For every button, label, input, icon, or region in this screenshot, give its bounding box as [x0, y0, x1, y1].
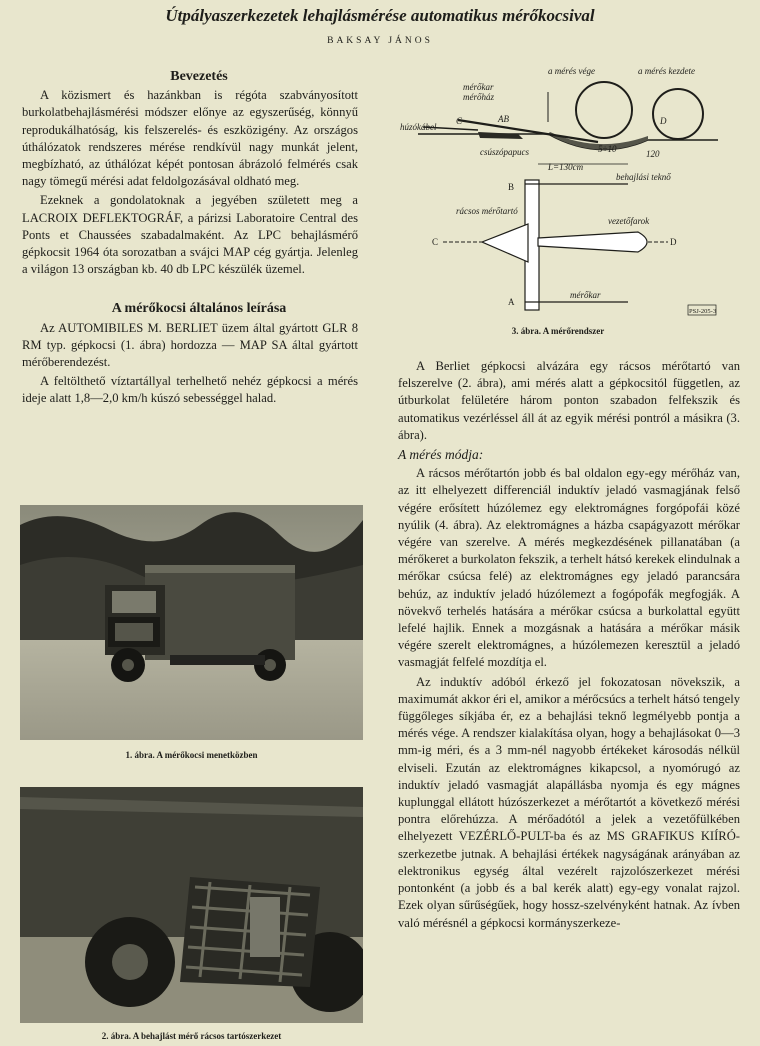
- figure-1-caption: 1. ábra. A mérőkocsi menetközben: [125, 750, 258, 760]
- right-column: [398, 358, 740, 934]
- rear-wheel-end: [576, 82, 632, 138]
- label-b: B: [508, 182, 515, 192]
- label-merokar-plan: mérőkar: [570, 290, 601, 300]
- figure-3-caption: 3. ábra. A mérőrendszer: [511, 326, 605, 336]
- paragraph: A Berliet gépkocsi alvázára egy rácsos mérőtartó van felszerelve (2. ábra), ami mérés alatt a gépkocsitól független, az útburkolat felületére három ponton szabadon felfekszik és automatikus vezérléssel áll át az egyik mérési pontról a másikra (3. ábra).: [398, 359, 740, 442]
- label-vezetofarok: vezetőfarok: [608, 216, 650, 226]
- figure-1-photo: [20, 505, 363, 740]
- paragraph: A feltölthető víztartállyal terhelhető nehéz gépkocsi a mérés ideje alatt 1,8—2,0 km/h kúszó sebességgel halad.: [22, 374, 358, 406]
- measuring-arm: [458, 120, 598, 142]
- paragraph: A közismert és hazánkban is régóta szabványosított burkolatbehajlásmérési módszer előnye az egyszerűség, könnyű reprodukálhatóság, kis felszerelés- és eszközigény. Az országos úthálózatok rendszeres mérése rendkívül nagy munkát jelent, megbízható, az úthálózat képét pontosan ábrázoló felmérés csak nagy tömegű mérési adat feldolgozásával oldható meg.: [22, 88, 358, 189]
- rear-wheel-start: [653, 89, 703, 139]
- paragraph: Az induktív adóból érkező jel fokozatosan növekszik, a maximumát akkor éri el, amikor a mérőcsúcs a terhelt hátsó tengely függőleges síkjába ér, ez a behajlási teknő legmélyebb pontja a mérés vége. A rendszer kialakítása olyan, hogy a behajlásokat 0—3 mm-ig méri, és a 3 mm-nél nagyobb értékeket károsodás nélkül elviseli. Ezután az elektromágnes kikapcsol, a nyomórugó az induktív jeladó vasmagját alapállásba nyomja és egy mágnes kuplunggal ellátott húzószerkezet a mérőtartót a következő mérési pontra előrehúzza. A mérőadótól a jelek a vezetőfülkében elhelyezett VEZÉRLŐ-PULT-ba és az MS GRAFIKUS KIÍRÓ-szerkezetbe jutnak. A behajlási értékek nagyságának arányában az elektronikus egység által vezérelt rajzolószerkezet mérési pontonként (a jobb és a bal kerék alatt) egy-egy vonalat rajzol. Ezek olyan sűrűségűek, hogy hossz-szelvényként hatnak. Az ívben való mérésnél a gépkocsi kormányszerkeze-: [398, 674, 740, 930]
- label-d-top: D: [660, 116, 667, 126]
- guide-tail: [538, 232, 647, 252]
- label-dim1: L=130cm: [548, 162, 584, 172]
- label-racsos-merotarto-1: rácsos mérőtartó: [456, 206, 518, 216]
- slide-shoe: [478, 132, 523, 139]
- figure-2-photo: [20, 787, 363, 1023]
- label-csuszopapuca: csúszópapucs: [480, 147, 529, 157]
- lattice-carrier-photo-image: [20, 787, 363, 1023]
- label-merohaz: mérőház: [463, 92, 494, 102]
- label-a: A: [508, 297, 515, 307]
- label-meres-kezdete: a mérés kezdete: [638, 66, 695, 76]
- section-heading-intro: Bevezetés: [170, 69, 228, 84]
- label-dim2: 5÷10: [598, 144, 617, 154]
- lattice-beam: [482, 224, 528, 262]
- label-merokar: mérőkar: [463, 82, 494, 92]
- left-column: [22, 68, 358, 410]
- label-dim3: 120: [646, 149, 660, 159]
- label-c-plan: C: [432, 237, 439, 247]
- paragraph: Ezeknek a gondolatoknak a jegyében született meg a LACROIX DEFLEKTOGRÁF, a párizsi Laboratoire Central des Ponts et Chaussées szabadalmaként. Az LPC behajlásmérő gépkocsit 1964 óta sorozatban a svájci MAP cég gyártja. Jelenleg a világon 13 országban kb. 40 db LPC készülék üzemel.: [22, 193, 358, 277]
- section-heading-method: A mérés módja:: [398, 447, 484, 463]
- section-heading-description: A mérőkocsi általános leírása: [111, 301, 287, 317]
- label-huzokabel: húzókábel: [400, 122, 437, 132]
- label-ab: AB: [498, 114, 509, 124]
- label-meres-vege: a mérés vége: [548, 66, 595, 76]
- author: BAKSAY JÁNOS: [327, 36, 433, 46]
- label-d-plan: D: [670, 237, 677, 247]
- figure-2-caption: 2. ábra. A behajlást mérő rácsos tartószerkezet: [101, 1031, 282, 1041]
- paragraph: Az AUTOMIBILES M. BERLIET üzem által gyártott GLR 8 RM typ. gépkocsi (1. ábra) hordozza — MAP SA által gyártott mérőberendezést.: [22, 320, 358, 370]
- paragraph: A rácsos mérőtartón jobb és bal oldalon egy-egy mérőház van, az itt elhelyezett differenciál induktív jeladó vasmagjának felső végére erősített húzólemez egy elektromágnes forgópofái közé nyúlik (4. ábra). Az elektromágnes a házba csapágyazott mérőkar végére van szerelve. A mérés megkezdésének pillanatában (a mérőkeret a burkolaton fekszik, a terhelt hátsó kerekek elindulnak a mérőkar csúcsa felé) az elektromágnes egy jeladó parancsára behúz, az induktív jeladó húzólemezt a fogópofák megfogják. A növekvő terhelés hatására a mérőkar csúcsa a burkolattal együtt lefelé hajlik. Ennek a mozgásnak a hatására a mérőkar másik végére szerelt elektromágnes, a húzólemezen keresztül a jeladó vasmagját felfelé mozdítja el.: [398, 466, 740, 670]
- stamp: PSJ-205-3: [689, 308, 717, 315]
- figure-3-diagram: [398, 62, 718, 324]
- article-title: Útpályaszerkezetek lehajlásmérése automatikus mérőkocsival: [165, 6, 595, 25]
- label-c-top: C: [456, 116, 463, 126]
- truck-photo-image: [20, 505, 363, 740]
- label-behajlasi-tekno: behajlási teknő: [616, 172, 671, 182]
